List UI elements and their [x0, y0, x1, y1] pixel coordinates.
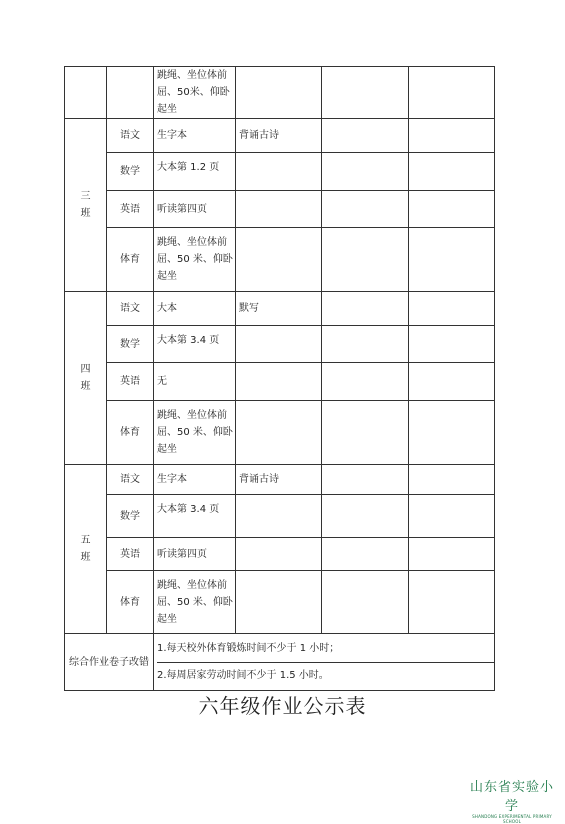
homework-cell: 跳绳、坐位体前屈、50 米、仰卧起坐: [154, 228, 236, 292]
table-row: [65, 67, 495, 119]
extra-cell: 背诵古诗: [236, 465, 322, 495]
subject-cell: 数学: [107, 153, 154, 191]
extra-cell: [236, 363, 322, 401]
table-row: [65, 228, 495, 292]
extra-cell: [236, 401, 322, 465]
logo-name-en: SHANDONG EXPERIMENTAL PRIMARY SCHOOL: [472, 814, 552, 824]
extra-cell: [236, 228, 322, 292]
subject-cell: 体育: [107, 571, 154, 634]
school-logo: [466, 776, 558, 824]
homework-cell: 大本: [154, 292, 236, 326]
subject-cell: 英语: [107, 363, 154, 401]
extra-cell: [236, 495, 322, 538]
table-row: [65, 191, 495, 228]
homework-cell: 跳绳、坐位体前屈、50 米、仰卧起坐: [154, 571, 236, 634]
homework-table: [64, 66, 495, 691]
extra-cell: [236, 538, 322, 571]
table-row: [65, 292, 495, 326]
summary-note: 2.每周居家劳动时间不少于 1.5 小时。: [157, 662, 494, 689]
homework-cell: 无: [154, 363, 236, 401]
logo-name-cn: 山东省实验小学: [469, 780, 554, 814]
class-name-cell: 三 班: [65, 119, 107, 292]
table-row: [65, 495, 495, 538]
homework-cell: 大本第 1.2 页: [154, 153, 236, 191]
class-name-cell: 四 班: [65, 292, 107, 465]
table-row: [65, 119, 495, 153]
homework-cell: 跳绳、坐位体前屈、50 米、仰卧起坐: [154, 401, 236, 465]
homework-cell: 大本第 3.4 页: [154, 495, 236, 538]
extra-cell: 默写: [236, 292, 322, 326]
homework-cell: 生字本: [154, 465, 236, 495]
homework-cell: 大本第 3.4 页: [154, 326, 236, 363]
subject-cell: 语文: [107, 119, 154, 153]
homework-cell: 听读第四页: [154, 538, 236, 571]
subject-cell: 语文: [107, 465, 154, 495]
page-title: 六年级作业公示表: [198, 694, 367, 718]
table-row: [65, 538, 495, 571]
subject-cell: 数学: [107, 495, 154, 538]
homework-cell: 生字本: [154, 119, 236, 153]
table-row: [65, 363, 495, 401]
extra-cell: [236, 191, 322, 228]
homework-cell: 听读第四页: [154, 191, 236, 228]
subject-cell: 体育: [107, 228, 154, 292]
summary-row: [65, 634, 495, 691]
extra-cell: 背诵古诗: [236, 119, 322, 153]
class-name-cell: 五 班: [65, 465, 107, 634]
table-row: [65, 401, 495, 465]
subject-cell: 英语: [107, 538, 154, 571]
table-row: [65, 571, 495, 634]
subject-cell: 英语: [107, 191, 154, 228]
subject-cell: 语文: [107, 292, 154, 326]
extra-cell: [236, 326, 322, 363]
table-row: [65, 465, 495, 495]
table-row: [65, 326, 495, 363]
table-row: [65, 153, 495, 191]
subject-cell: 数学: [107, 326, 154, 363]
summary-note: 1.每天校外体育锻炼时间不少于 1 小时；: [157, 642, 340, 654]
summary-label: 综合作业卷子改错: [65, 634, 154, 691]
subject-cell: 体育: [107, 401, 154, 465]
extra-cell: [236, 571, 322, 634]
extra-cell: [236, 153, 322, 191]
summary-notes: [154, 634, 495, 691]
homework-cell: 跳绳、坐位体前屈、50米、仰卧起坐: [154, 67, 236, 119]
